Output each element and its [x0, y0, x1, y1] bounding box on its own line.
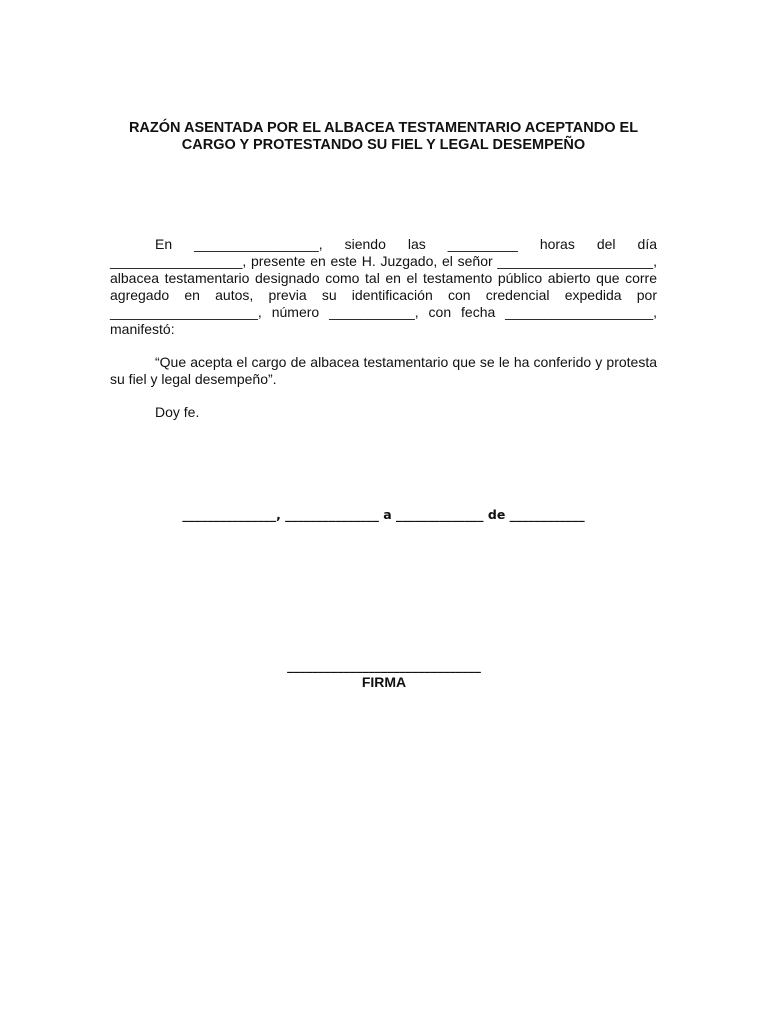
signature-label: FIRMA	[361, 674, 407, 690]
attestation-paragraph: Doy fe.	[155, 404, 200, 420]
document-title	[100, 120, 667, 154]
acceptance-quote-paragraph: “Que acepta el cargo de albacea testamentario que se le ha conferido y protesta su fiel y legal desempeño”.	[110, 354, 657, 387]
signature-block	[234, 658, 534, 690]
signature-line: _______________________________	[287, 658, 481, 673]
title-line-1: RAZÓN ASENTADA POR EL ALBACEA TESTAMENTARIO ACEPTANDO EL	[128, 120, 639, 136]
document-body	[110, 236, 657, 437]
statement-paragraph: En ________________, siendo las _________ horas del día _________________, presente en este H. Juzgado, el señor ____________________, albacea testamentario designado como tal en el testamento público abierto que corre agregado en autos, previa su identificación con credencial expedida por ___________________, número ___________, con fecha ___________________, manifestó:	[110, 236, 657, 337]
title-line-2: CARGO Y PROTESTANDO SU FIEL Y LEGAL DESEMPEÑO	[181, 137, 586, 153]
place-date-line: _______________, _______________ a ______________ de ____________	[182, 507, 585, 522]
